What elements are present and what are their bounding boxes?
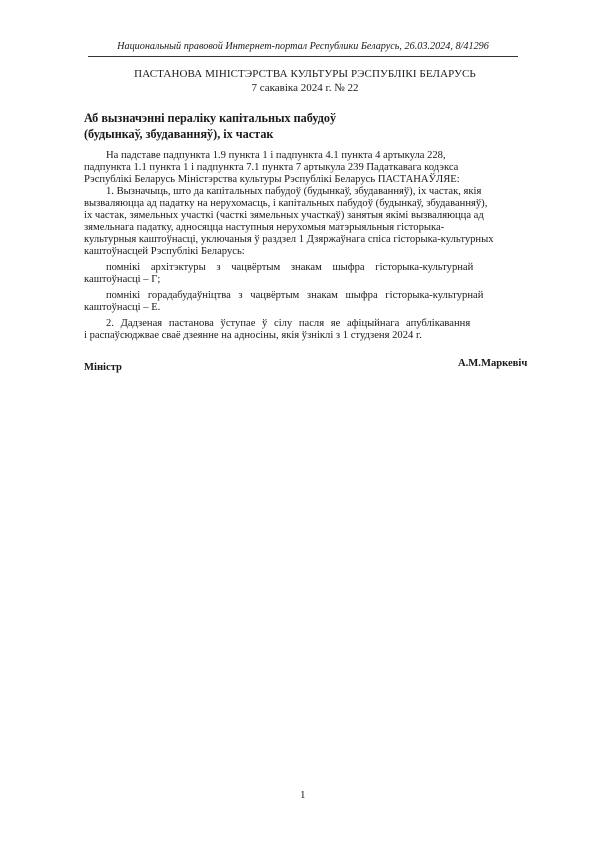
document-body [84,150,528,342]
signatory-position: Міністр [84,362,122,373]
paragraph-line: каштоўнасці – Е. [84,302,161,313]
portal-header: Национальный правовой Интернет-портал Республики Беларусь, 26.03.2024, 8/41296 [117,41,489,52]
paragraph-line: і распаўсюджвае сваё дзеянне на адносіны, якія ўзніклі з 1 студзеня 2024 г. [84,330,422,341]
subject-line: Аб вызначэнні пераліку капітальных пабудоў [84,111,337,125]
paragraph-line: помнікі архітэктуры з чацвёртым знакам шыфра гісторыка-культурнай [106,262,474,273]
paragraph-line: зямельнага падатку, адносяцца наступныя нерухомыя матэрыяльныя гісторыка- [84,222,445,233]
header-divider [88,56,518,57]
paragraph-line: каштоўнасцей Рэспублікі Беларусь: [84,246,245,257]
document-subject [84,110,336,142]
paragraph-line: іх частак, зямельных участкі (часткі зямельных участкаў) занятыя якімі вызваляюцца ад [84,210,484,221]
paragraph-line: На падставе падпункта 1.9 пункта 1 і падпункта 4.1 пункта 4 артыкула 228, [106,150,446,161]
paragraph-line: 2. Дадзеная пастанова ўступае ў сілу пасля яе афіцыйнага апублікавання [106,318,471,329]
document-title: ПАСТАНОВА МІНІСТЭРСТВА КУЛЬТУРЫ РЭСПУБЛІКІ БЕЛАРУСЬ [134,68,476,80]
subject-line: (будынкаў, збудаванняў), іх частак [84,127,274,141]
paragraph-line: каштоўнасці – Г; [84,274,161,285]
paragraph-line: Рэспублікі Беларусь Міністэрства культуры Рэспублікі Беларусь ПАСТАНАЎЛЯЕ: [84,174,460,185]
paragraph-line: падпункта 1.1 пункта 1 і падпункта 7.1 пункта 7 артыкула 239 Падаткавага кодэкса [84,162,459,173]
signatory-name: А.М.Маркевіч [458,358,528,369]
paragraph-line: вызваляюцца ад падатку на нерухомасць, і капітальных пабудоў (будынкаў, збудаванняў), [84,198,488,209]
paragraph-line: помнікі горадабудаўніцтва з чацвёртым знакам шыфра гісторыка-культурнай [106,290,484,301]
page-number: 1 [300,789,306,801]
document-date-number: 7 сакавіка 2024 г. № 22 [251,82,359,94]
paragraph-line: культурныя каштоўнасці, уключаныя ў раздзел 1 Дзяржаўнага спіса гісторыка-культурных [84,234,494,245]
paragraph-line: 1. Вызначыць, што да капітальных пабудоў (будынкаў, збудаванняў), іх частак, якія [106,186,482,197]
